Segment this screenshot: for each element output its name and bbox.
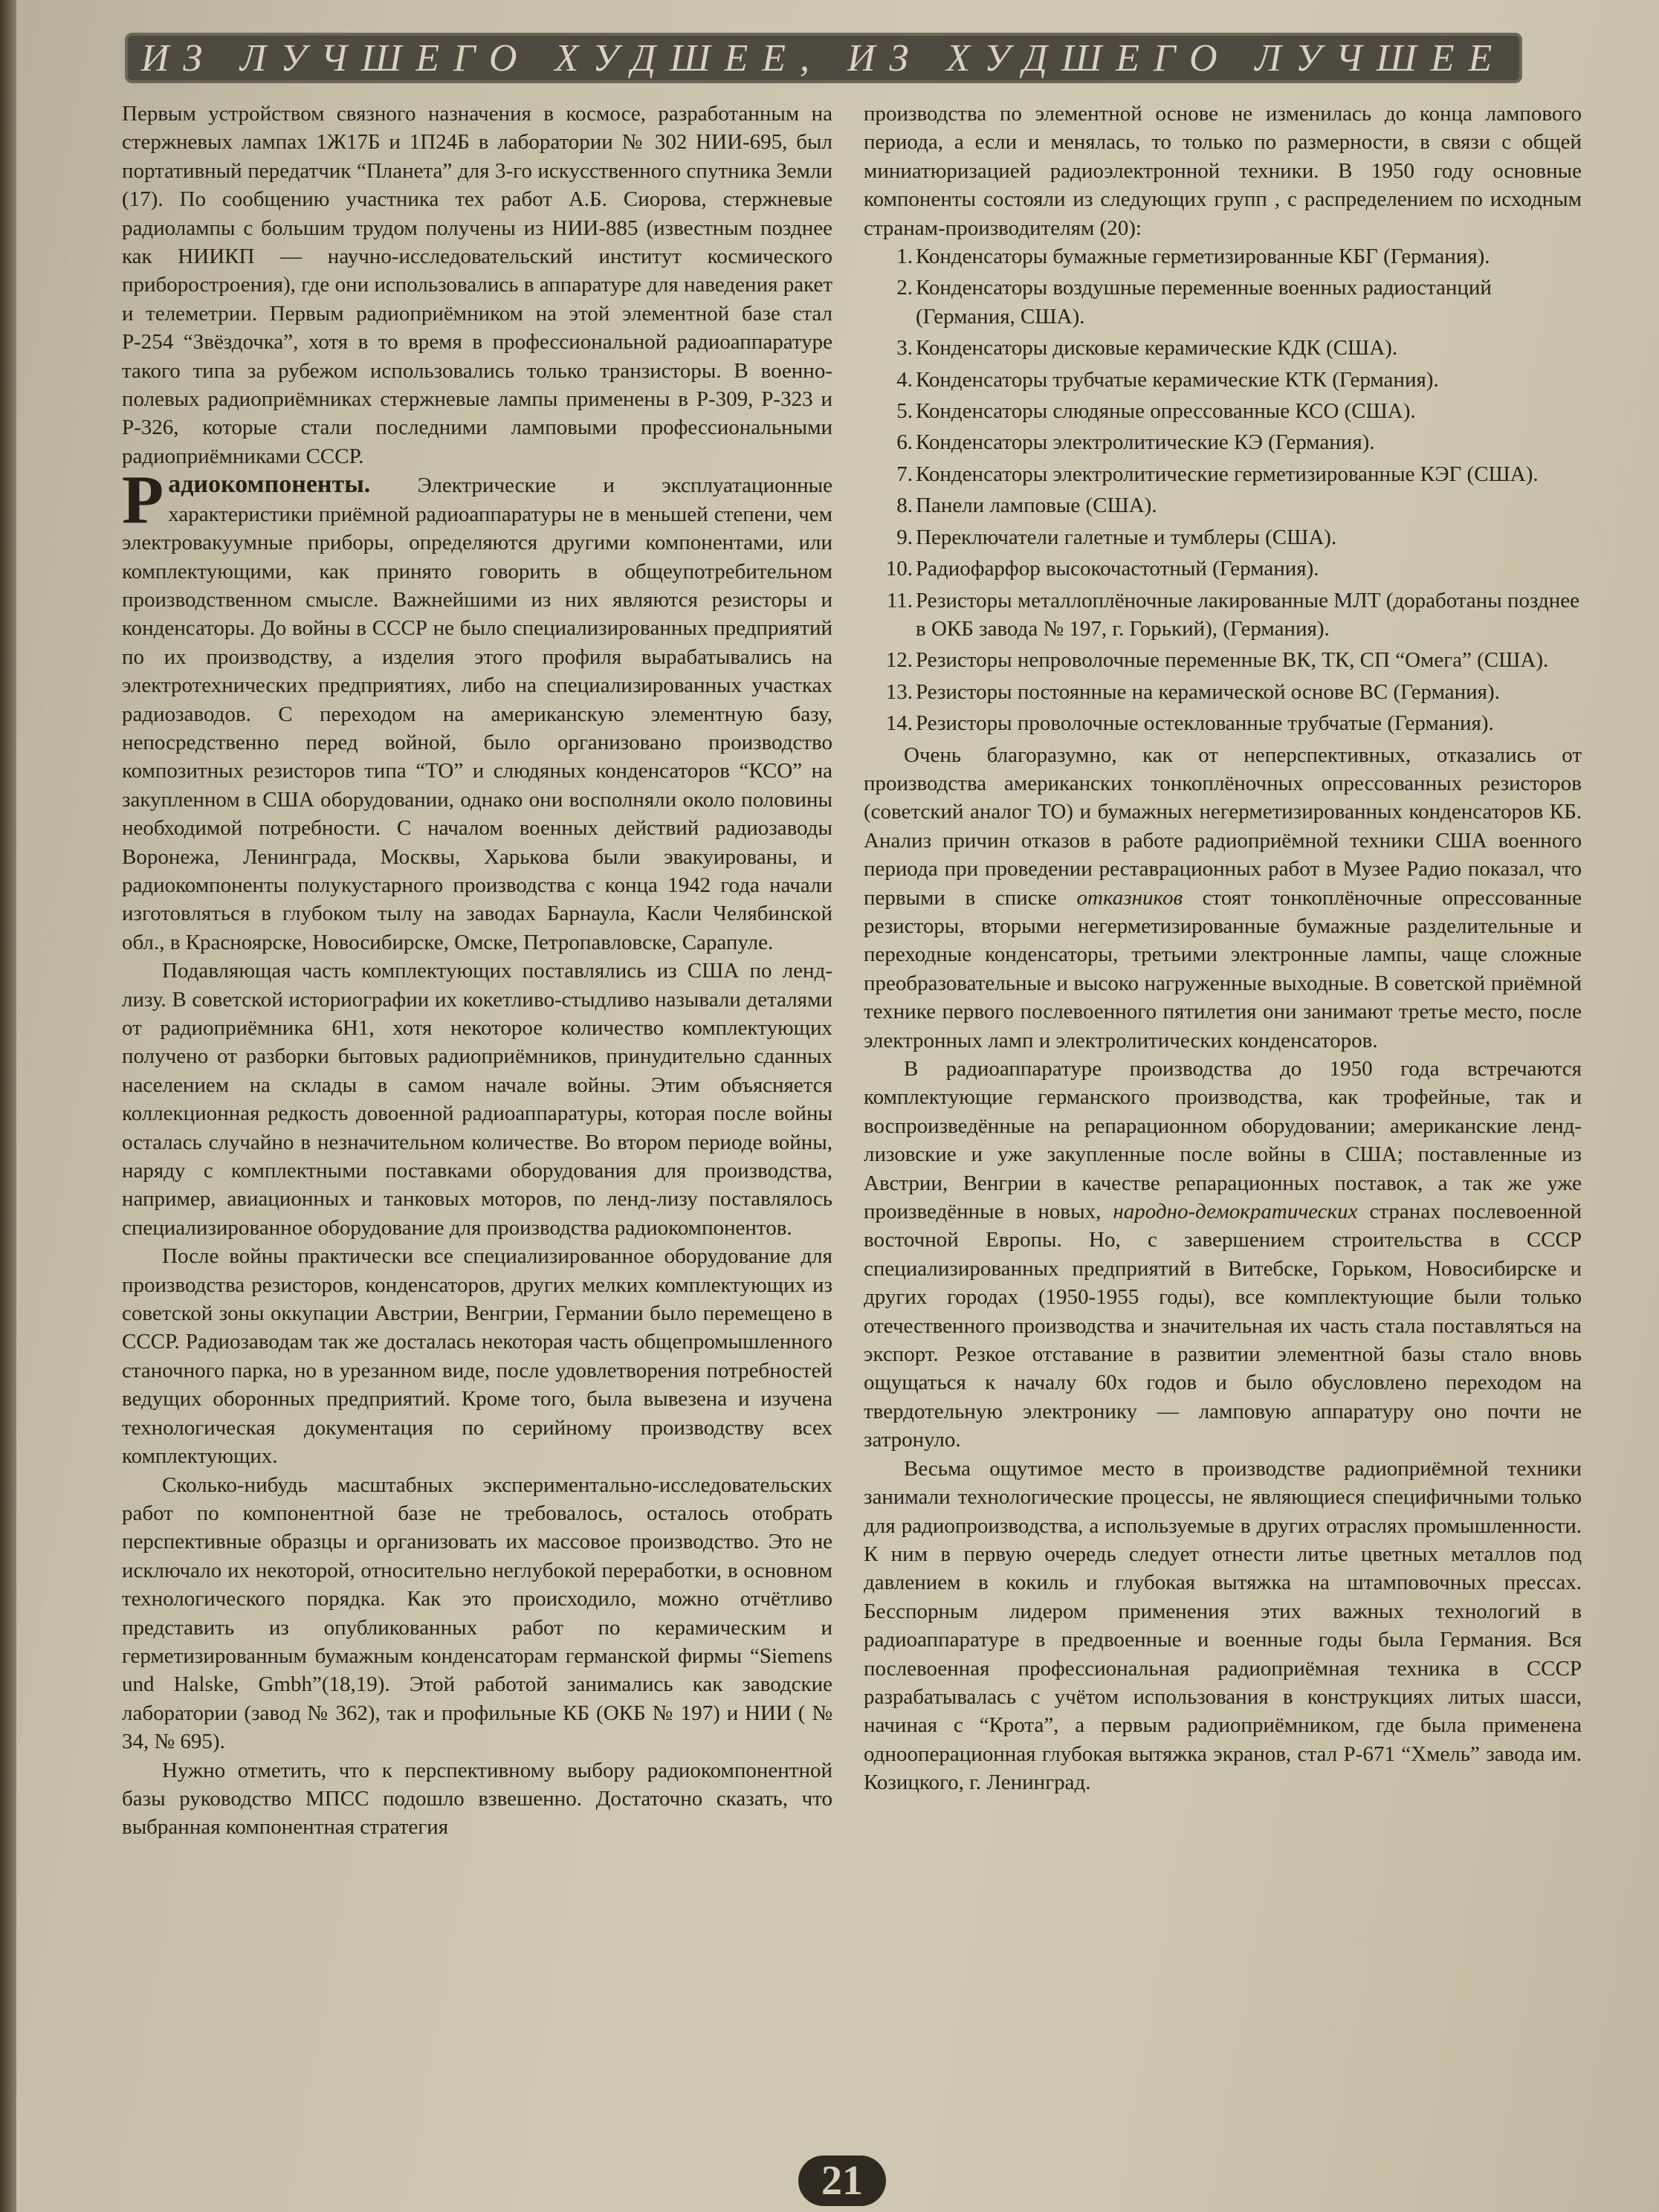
section-text: Электрические и эксплуатационные характеристики приёмной радиоаппаратуры не в меньшей степени, чем электровакуумные приборы, определяются другими компонентами, или комплектующими, как принято говорить в общеупотребительном производственном смысле. Важнейшими из них являются резисторы и конденсаторы. До войны в СССР не было специализированных предприятий по их производству, а изделия этого профиля вырабатывались на электротехнических предприятиях, либо на специализированных участках радиозаводов. С переходом на американскую элементную базу, непосредственно перед войной, было организовано производство композитных резисторов типа “ТО” и слюдяных конденсаторов “КСО” на закупленном в США оборудовании, однако они восполняли около половины необходимой потребности. С началом военных действий радиозаводы Воронежа, Ленинграда, Москвы, Харькова были эвакуированы, и радиокомпоненты полукустарного производства с конца 1942 года начали изготовляться в глубоком тылу на заводах Барнаула, Касли Челябинской обл., в Красноярске, Новосибирске, Омске, Петропавловске, Сарапуле. (122, 473, 832, 954)
drop-cap: Р (122, 462, 164, 538)
list-text: Резисторы непроволочные переменные ВК, ТК, СП “Омега” (США). (916, 648, 1549, 673)
list-text: Конденсаторы воздушные переменные военных радиостанций (Германия, США). (916, 276, 1492, 329)
paragraph: производства по элементной основе не изменилась до конца лампового периода, а если и менялась, то только по размерности, в связи с общей миниатюризацией радиоэлектронной техники. В 1950 году основные компоненты состояли из следующих групп , с распределением по исходным странам-производителям (20): (864, 102, 1582, 240)
section-heading: адиокомпоненты. (168, 470, 371, 499)
list-item (885, 709, 1582, 737)
chapter-title: ИЗ ЛУЧШЕГО ХУДШЕЕ, ИЗ ХУДШЕГО ЛУЧШЕЕ (140, 36, 1507, 80)
list-number: 8. (896, 494, 913, 518)
right-column (864, 100, 1582, 1797)
list-item (896, 491, 1582, 520)
list-number: 3. (896, 336, 913, 360)
emphasis-text: отказников (1076, 885, 1183, 910)
list-text: Конденсаторы дисковые керамические КДК (США). (916, 336, 1398, 360)
list-item (896, 242, 1582, 271)
list-number: 2. (896, 276, 913, 300)
list-item (896, 523, 1582, 552)
list-text: Резисторы металлоплёночные лакированные МЛТ (доработаны позднее в ОКБ завода № 197, г. Горький), (Германия). (916, 588, 1579, 641)
emphasis-text: народно-демократических (1113, 1200, 1358, 1224)
list-text: Конденсаторы слюдяные опрессованные КСО (США). (916, 399, 1416, 424)
list-number: 1. (896, 245, 913, 269)
list-number: 13. (885, 679, 913, 704)
list-text: Резисторы постоянные на керамической основе ВС (Германия). (916, 679, 1500, 704)
list-item (885, 554, 1582, 583)
chapter-header-banner (125, 33, 1522, 83)
section-radiocomponents (122, 462, 832, 957)
paragraph-text: В радиоаппаратуре производства до 1950 года встречаются комплектующие германского производства, как трофейные, так и воспроизведённые на репарационном оборудовании; американские ленд-лизовские и уже закупленные после войны в США; поставленные из Австрии, Венгрии в качестве репарационных поставок, а так же уже произведённые в новых, (864, 1057, 1582, 1224)
list-text: Конденсаторы электролитические герметизированные КЭГ (США). (916, 462, 1539, 486)
list-item (896, 334, 1582, 362)
list-text: Панели ламповые (США). (916, 494, 1157, 518)
list-number: 6. (896, 430, 913, 455)
list-number: 4. (896, 367, 913, 392)
paragraph (864, 741, 1582, 1055)
list-item (885, 678, 1582, 706)
list-item (896, 274, 1582, 331)
component-groups-list (864, 242, 1582, 738)
list-number: 9. (896, 525, 913, 549)
paragraph: Сколько-нибудь масштабных экспериментально-исследовательских работ по компонентной базе не требовалось, осталось отобрать перспективные образцы и организовать их массовое производство. Это не исключало их некоторой, относительно неглубокой переработки, в основном технологического порядка. Как это происходило, можно отчётливо представить из опубликованных работ по керамическим и герметизированным бумажным конденсаторам германской фирмы “Siemens und Halske, Gmbh”(18,19). Этой работой занимались как заводские лаборатории (завод № 362), так и профильные КБ (ОКБ № 197) и НИИ ( № 34, № 695). (122, 1472, 832, 1754)
list-item (886, 586, 1582, 644)
paragraph-text: странах послевоенной восточной Европы. Но, с завершением строительства в СССР специализированных предприятий в Витебске, Горьком, Новосибирске и других городах (1950-1955 годы), все комплектующие были только отечественного производства и значительная их часть стала поставляться на экспорт. Резкое отставание в развитии элементной базы стало вновь ощущаться к началу 60х годов и было обусловлено переходом на твердотельную электронику — ламповую аппаратуру оно почти не затронуло. (864, 1200, 1582, 1452)
list-item (896, 366, 1582, 394)
list-item (885, 646, 1582, 674)
list-item (896, 460, 1582, 488)
list-item (896, 428, 1582, 456)
list-number: 5. (896, 399, 913, 424)
paragraph (864, 1055, 1582, 1455)
list-number: 10. (885, 557, 913, 581)
list-text: Резисторы проволочные остеклованные трубчатые (Германия). (916, 711, 1494, 736)
list-number: 7. (896, 462, 913, 486)
list-text: Конденсаторы трубчатые керамические КТК (Германия). (916, 367, 1439, 392)
list-number: 11. (886, 588, 913, 612)
list-text: Переключатели галетные и тумблеры (США). (916, 525, 1337, 549)
page-number-badge: 21 (798, 2156, 886, 2206)
paragraph: Нужно отметить, что к перспективному выбору радиокомпонентной базы руководство МПСС подошло взвешенно. Достаточно сказать, что выбранная компонентная стратегия (122, 1758, 832, 1840)
paragraph: После войны практически все специализированное оборудование для производства резисторов, конденсаторов, других мелких комплектующих из советской зоны оккупации Австрии, Венгрии, Германии было перемещено в СССР. Радиозаводам так же досталась некоторая часть общепромышленного станочного парка, но в урезанном виде, после удовлетворения потребностей ведущих оборонных предприятий. Кроме того, была вывезена и изучена технологическая документация по серийному производству всех комплектующих. (122, 1244, 832, 1469)
list-number: 14. (885, 711, 913, 736)
list-text: Конденсаторы бумажные герметизированные КБГ (Германия). (916, 245, 1490, 269)
paragraph: Подавляющая часть комплектующих поставлялись из США по ленд-лизу. В советской историографии их кокетливо-стыдливо называли деталями от радиоприёмника 6Н1, хотя некоторое количество комплектующих получено от разборки бытовых радиоприёмников, принудительно сданных населением на склады в самом начале войны. Этим объясняется коллекционная редкость довоенной радиоаппаратуры, которая после войны осталась случайно в незначительном количестве. Во втором периоде войны, наряду с комплектными поставками оборудования для производства, например, авиационных и танковых моторов, по ленд-лизу поставлялось специализированное оборудование для производства радиокомпонентов. (122, 959, 832, 1240)
left-column (122, 100, 832, 1842)
paragraph: Весьма ощутимое место в производстве радиоприёмной техники занимали технологические процессы, не являющиеся специфичными только для радиопроизводства, а используемые в других отраслях промышленности. К ним в первую очередь следует отнести литье цветных металлов под давлением в кокиль и глубокая вытяжка на штамповочных прессах. Бесспорным лидером применения этих важных технологий в радиоаппаратуре в предвоенные и военные годы была Германия. Вся послевоенная профессиональная радиоприёмная техника в СССР разрабатывалась с учётом использования в конструкциях литых шасси, начиная с “Крота”, а первым радиоприёмником, где была применена однооперационная глубокая вытяжка экранов, стал Р-671 “Хмель” завода им. Козицкого, г. Ленинград. (864, 1456, 1582, 1795)
list-text: Радиофарфор высокочастотный (Германия). (916, 557, 1319, 581)
list-number: 12. (885, 648, 913, 673)
paragraph-text: стоят тонкоплёночные опрессованные резисторы, вторыми негерметизированные бумажные разделительные и переходные конденсаторы, третьими электронные лампы, чаще сложные преобразовательные и высоко нагруженные выходные. В советской приёмной технике первого послевоенного пятилетия они занимают третье место, после электронных ламп и электролитических конденсаторов. (864, 885, 1582, 1052)
paragraph: Первым устройством связного назначения в космосе, разработанным на стержневых лампах 1Ж17Б и 1П24Б в лаборатории № 302 НИИ-695, был портативный передатчик “Планета” для 3-го искусственного спутника Земли (17). По сообщению участника тех работ А.Б. Сиорова, стержневые радиолампы с большим трудом получены из НИИ-885 (известным позднее как НИИКП — научно-исследовательский институт космического приборостроения), где они использовались в аппаратуре для наведения ракет и телеметрии. Первым радиоприёмником на этой элементной базе стал Р-254 “Звёздочка”, хотя в то время в профессиональной радиоаппаратуре такого типа за рубежом использовались только транзисторы. В военно-полевых радиоприёмниках стержневые лампы применены в Р-309, Р-323 и Р-326, которые стали последними ламповыми профессиональными радиоприёмниками СССР. (122, 102, 832, 468)
page-binding-edge (0, 0, 16, 2212)
paragraph-text: Очень благоразумно, как от неперспективных, отказались от производства американских тонкоплёночных опрессованных резисторов (советский аналог ТО) и бумажных негерметизированных конденсаторов КБ. Анализ причин отказов в работе радиоприёмной техники США военного периода при проведении реставрационных работ в Музее Радио показал, что первыми в списке (864, 743, 1582, 910)
list-text: Конденсаторы электролитические КЭ (Германия). (916, 430, 1375, 455)
list-item (896, 397, 1582, 425)
